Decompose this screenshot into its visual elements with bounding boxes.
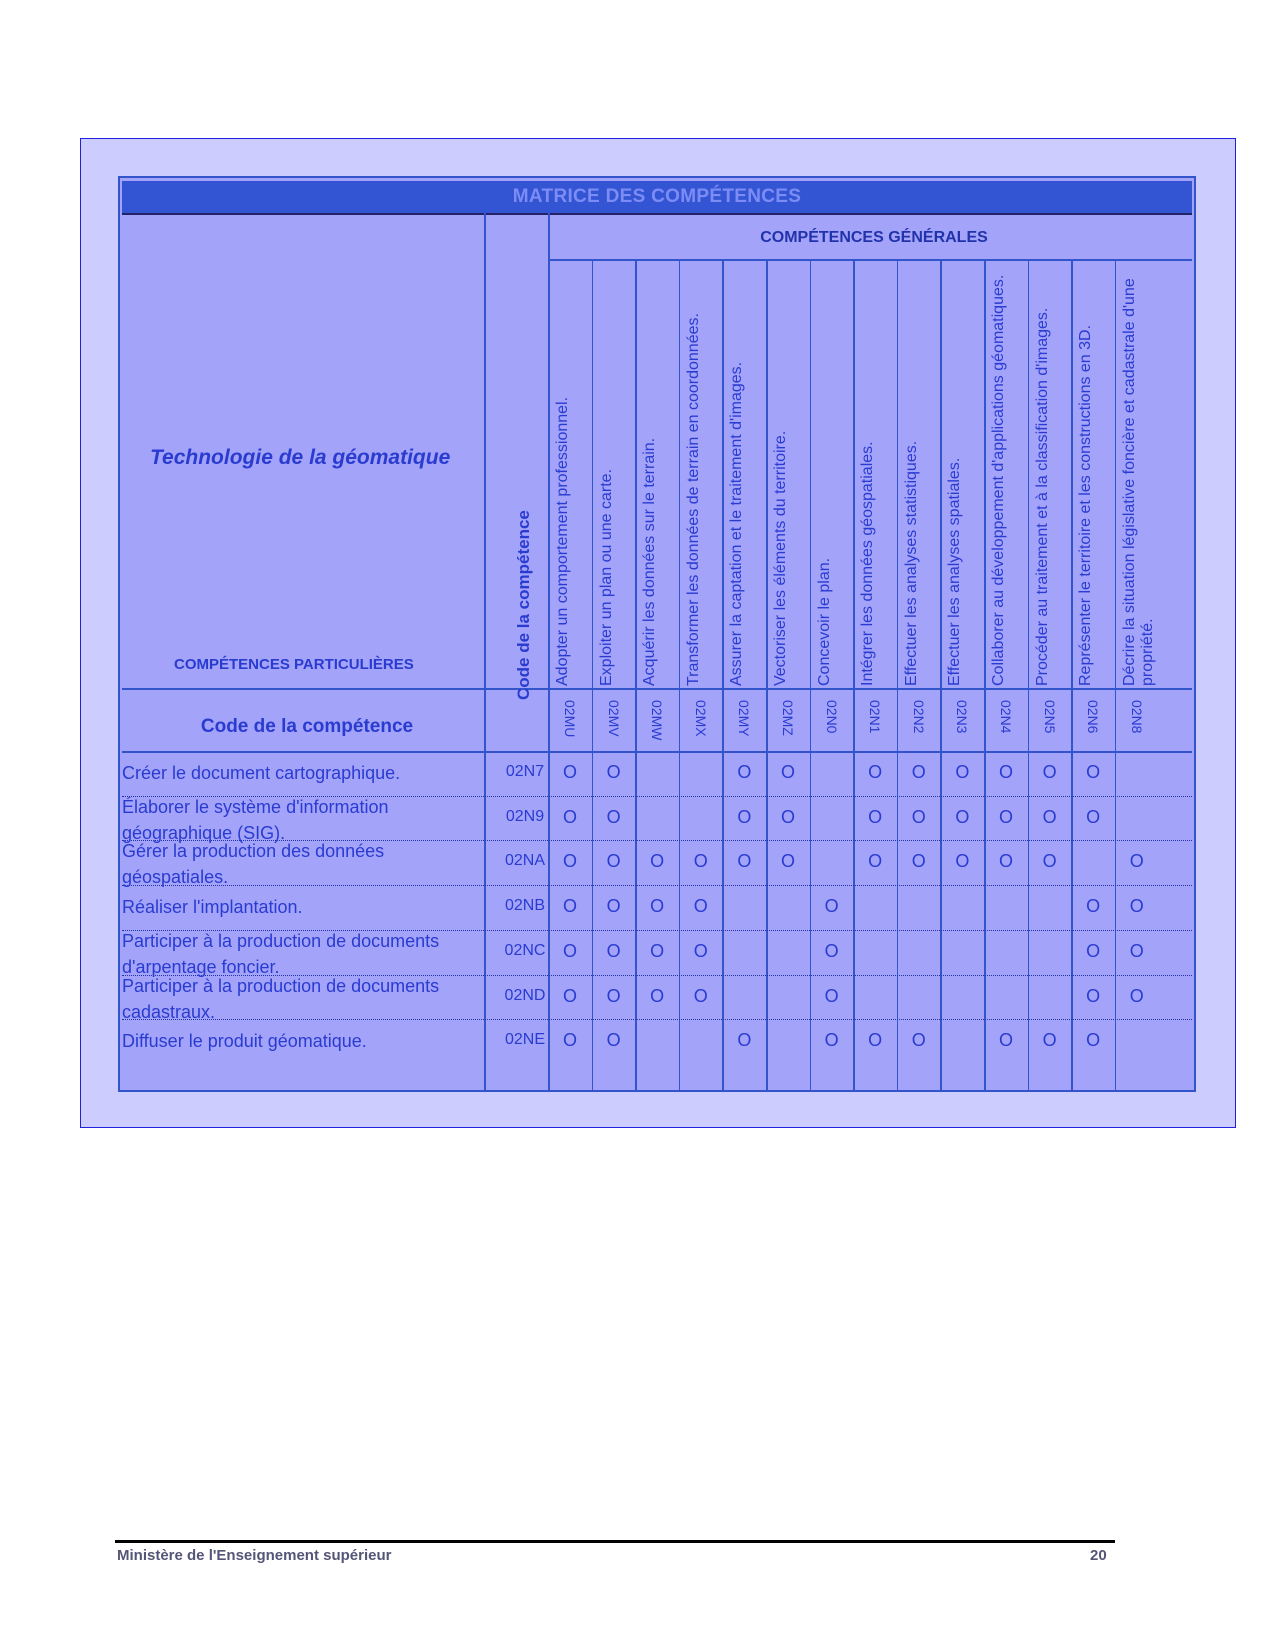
competency-link-mark: O — [606, 940, 621, 961]
competency-link-mark: O — [998, 1030, 1013, 1051]
competency-link-mark: O — [606, 1030, 621, 1051]
general-competency-code: 02MY — [736, 700, 753, 737]
column-divider — [1028, 259, 1030, 1090]
code-row-header: Code de la compétence — [200, 716, 414, 737]
particular-competency-code: 02NC — [504, 941, 546, 959]
competency-link-mark: O — [780, 851, 795, 872]
column-divider — [810, 259, 812, 1090]
competency-link-mark: O — [562, 985, 577, 1006]
competency-link-mark: O — [955, 762, 970, 782]
competency-link-mark: O — [737, 851, 752, 872]
competency-link-mark: O — [737, 806, 752, 827]
competency-link-mark: O — [1129, 896, 1144, 917]
general-competency-header: Adopter un comportement professionnel. — [554, 396, 571, 686]
competency-link-mark: O — [1129, 985, 1144, 1006]
column-divider — [940, 259, 942, 1090]
competency-link-mark: O — [824, 985, 839, 1006]
competency-link-mark: O — [1086, 985, 1101, 1006]
competency-link-mark: O — [911, 851, 926, 872]
competency-link-mark: O — [562, 896, 577, 917]
column-divider — [592, 259, 594, 1090]
competency-link-mark: O — [606, 896, 621, 917]
program-title: Technologie de la géomatique — [150, 446, 451, 469]
competency-link-mark: O — [650, 851, 665, 872]
particular-competency-label: Gérer la production des données géospatiales. — [122, 841, 385, 888]
matrix-title-bar — [122, 181, 1192, 215]
general-competency-header: Transformer les données de terrain en coordonnées. — [684, 313, 702, 686]
general-competency-code: 02N5 — [1041, 700, 1058, 734]
general-competency-header: Représenter le territoire et les constructions en 3D. — [1077, 324, 1095, 686]
general-competency-code: 02N0 — [823, 700, 840, 734]
divider-codes-body — [122, 751, 1192, 753]
particular-competency-label: Réaliser l'implantation. — [122, 897, 303, 918]
general-competency-header: Assurer la captation et le traitement d'images. — [728, 361, 746, 686]
competency-link-mark: O — [1086, 762, 1101, 782]
competency-link-mark: O — [824, 896, 839, 917]
competency-link-mark: O — [868, 762, 883, 782]
particular-competency-label: Diffuser le produit géomatique. — [122, 1031, 367, 1052]
general-competency-header: Décrire la situation législative foncière et cadastrale d'une propriété. — [1120, 278, 1156, 686]
general-competency-header: Collaborer au développement d'applications géomatiques. — [990, 274, 1007, 686]
general-competency-header: Intégrer les données géospatiales. — [859, 441, 877, 686]
competency-link-mark: O — [1129, 851, 1144, 872]
general-competency-code: 02N1 — [867, 700, 884, 734]
footer-rule — [115, 1540, 1115, 1543]
competency-link-mark: O — [737, 1030, 752, 1051]
column-divider — [722, 259, 724, 1090]
competency-link-mark: O — [693, 851, 708, 872]
competency-link-mark: O — [1042, 806, 1057, 827]
competency-link-mark: O — [824, 940, 839, 961]
competency-link-mark: O — [650, 940, 665, 961]
competency-link-mark: O — [868, 806, 883, 827]
competency-link-mark: O — [955, 806, 970, 827]
general-competency-code: 02MX — [692, 700, 709, 737]
competency-link-mark: O — [606, 985, 621, 1006]
competency-link-mark: O — [1042, 762, 1057, 782]
competency-link-mark: O — [998, 851, 1013, 872]
particular-competency-label: Participer à la production de documents d'arpentage foncier. — [122, 930, 440, 977]
footer-ministry: Ministère de l'Enseignement supérieur — [117, 1547, 392, 1564]
general-competency-header: Effectuer les analyses statistiques. — [902, 440, 920, 686]
particular-competency-label: Élaborer le système d'information géographique (SIG). — [122, 796, 389, 843]
divider-header-codes — [122, 688, 1192, 690]
competency-link-mark: O — [562, 806, 577, 827]
column-divider — [635, 259, 637, 1090]
general-competency-code: 02MU — [562, 700, 578, 738]
competency-link-mark: O — [1086, 896, 1101, 917]
competency-link-mark: O — [693, 985, 708, 1006]
competency-link-mark: O — [911, 762, 926, 782]
particular-competency-code: 02NB — [504, 897, 546, 915]
divider-label-code — [484, 213, 486, 1090]
page-number: 20 — [1090, 1547, 1107, 1564]
competency-link-mark: O — [606, 762, 621, 782]
competency-link-mark: O — [1086, 940, 1101, 961]
competency-link-mark: O — [606, 806, 621, 827]
column-divider — [1071, 259, 1073, 1090]
competency-link-mark: O — [911, 806, 926, 827]
competency-link-mark: O — [780, 806, 795, 827]
general-competency-code: 02N3 — [954, 700, 971, 734]
particular-competency-code: 02NE — [504, 1031, 546, 1049]
particular-competency-label: Créer le document cartographique. — [122, 763, 401, 783]
competency-link-mark: O — [955, 851, 970, 872]
particular-competencies-label: COMPÉTENCES PARTICULIÈRES — [174, 656, 414, 673]
competency-link-mark: O — [606, 851, 621, 872]
competency-link-mark: O — [1086, 806, 1101, 827]
general-competency-header: Acquérir les données sur le terrain. — [641, 437, 659, 686]
competency-link-mark: O — [693, 896, 708, 917]
competency-link-mark: O — [998, 806, 1013, 827]
matrix-title: MATRICE DES COMPÉTENCES — [512, 186, 802, 207]
column-divider — [984, 259, 986, 1090]
column-divider — [679, 259, 681, 1090]
competency-link-mark: O — [1129, 940, 1144, 961]
particular-competency-code: 02N7 — [505, 763, 545, 780]
competency-link-mark: O — [650, 985, 665, 1006]
competency-link-mark: O — [868, 851, 883, 872]
general-competency-code: 02N6 — [1085, 700, 1102, 734]
competency-link-mark: O — [868, 1030, 883, 1051]
competency-link-mark: O — [693, 940, 708, 961]
competency-link-mark: O — [650, 896, 665, 917]
competency-link-mark: O — [824, 1030, 839, 1051]
competency-link-mark: O — [562, 762, 577, 782]
competency-link-mark: O — [562, 851, 577, 872]
general-competency-code: 02N8 — [1128, 700, 1145, 734]
general-competency-header: Effectuer les analyses spatiales. — [946, 457, 964, 686]
particular-competency-code: 02ND — [504, 986, 546, 1004]
general-competency-code: 02MV — [605, 700, 622, 737]
competency-link-mark: O — [737, 762, 752, 782]
column-divider — [1115, 259, 1117, 1090]
competency-link-mark: O — [780, 762, 795, 782]
general-competency-header: Exploiter un plan ou une carte. — [597, 468, 615, 686]
competency-link-mark: O — [1086, 1030, 1101, 1051]
column-divider — [897, 259, 899, 1090]
particular-competency-code: 02NA — [504, 852, 546, 870]
competency-link-mark: O — [911, 1030, 926, 1051]
general-competency-header: Concevoir le plan. — [815, 557, 833, 686]
general-competency-code: 02N2 — [910, 700, 927, 734]
particular-competency-label: Participer à la production de documents cadastraux. — [122, 975, 440, 1022]
column-divider — [766, 259, 768, 1090]
particular-competency-code: 02N9 — [505, 807, 545, 825]
general-competency-code: 02MZ — [780, 700, 796, 736]
column-divider — [853, 259, 855, 1090]
general-competencies-label: COMPÉTENCES GÉNÉRALES — [760, 229, 988, 246]
code-column-header: Code de la compétence — [514, 510, 533, 700]
general-competency-header: Procéder au traitement et à la classification d'images. — [1033, 307, 1051, 686]
competency-link-mark: O — [998, 762, 1013, 782]
competency-link-mark: O — [1042, 851, 1057, 872]
general-competency-code: 02MW — [649, 700, 666, 741]
competency-link-mark: O — [562, 940, 577, 961]
general-competency-header: Vectoriser les éléments du territoire. — [772, 430, 789, 686]
competency-link-mark: O — [1042, 1030, 1057, 1051]
competency-link-mark: O — [562, 1030, 577, 1051]
general-competency-code: 02N4 — [998, 700, 1014, 734]
